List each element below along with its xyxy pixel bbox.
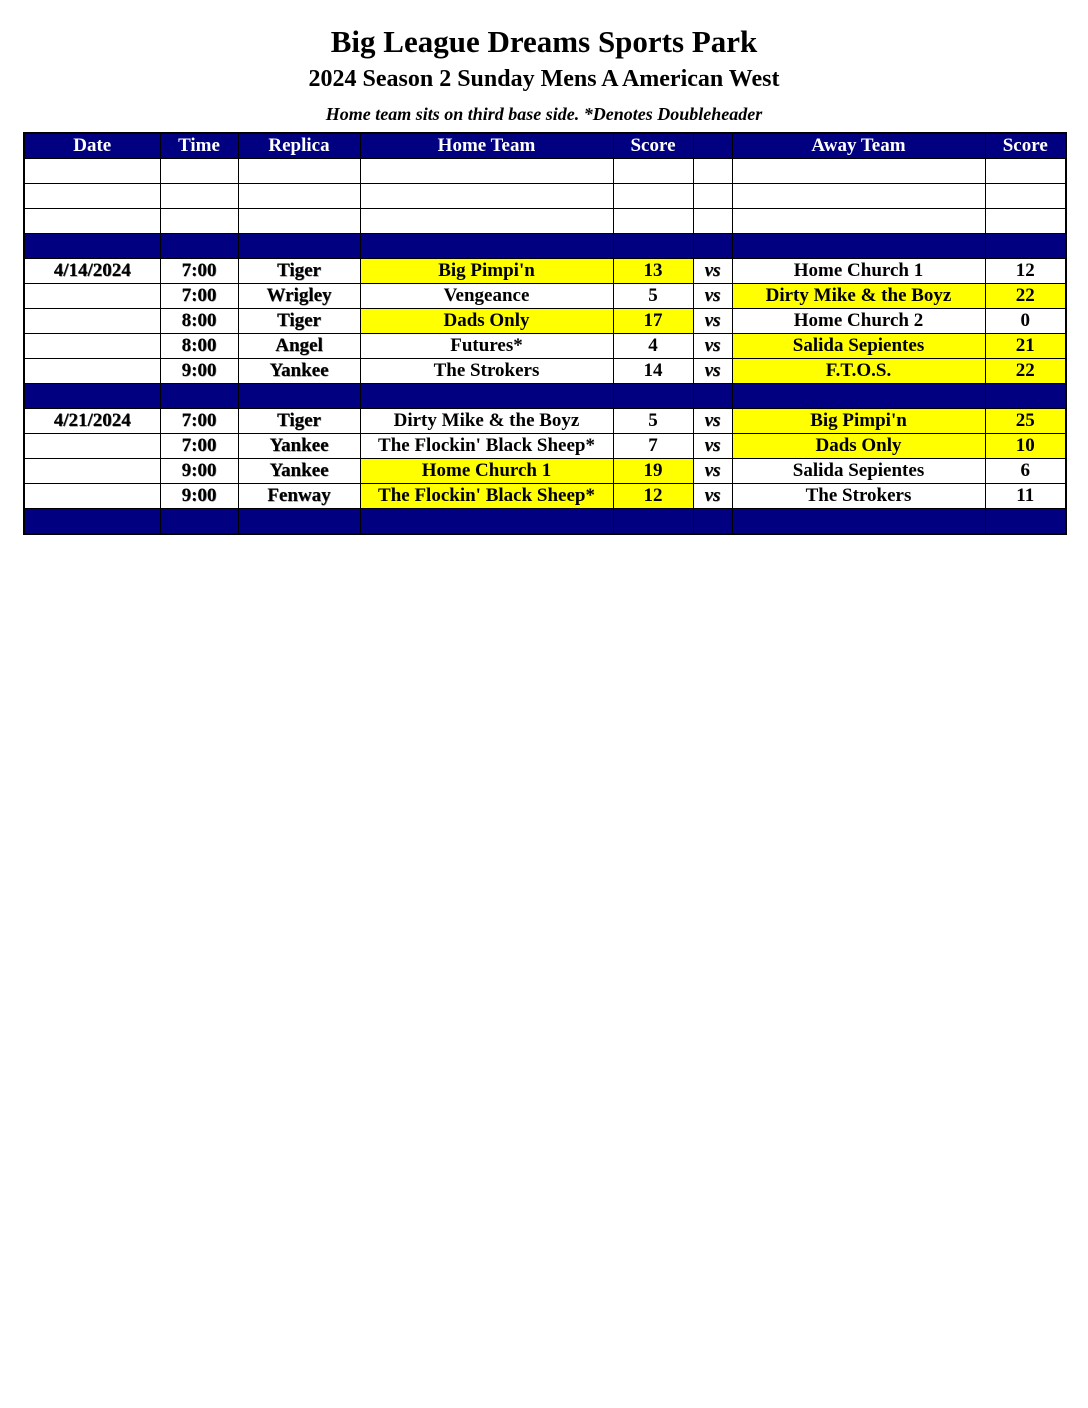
blank-cell — [24, 209, 160, 234]
time-cell: 9:00 — [160, 459, 238, 484]
away-team-cell: Salida Sepientes — [732, 334, 985, 359]
time-cell: 8:00 — [160, 334, 238, 359]
date-cell — [24, 484, 160, 509]
date-cell: 4/21/2024 — [24, 409, 160, 434]
away-team-cell: The Strokers — [732, 484, 985, 509]
date-cell — [24, 459, 160, 484]
page-title: Big League Dreams Sports Park — [330, 24, 758, 59]
blank-cell — [238, 159, 360, 184]
date-separator-row — [24, 234, 1066, 259]
blank-cell — [693, 184, 732, 209]
blank-cell — [238, 209, 360, 234]
separator-cell — [238, 384, 360, 409]
separator-cell — [613, 234, 693, 259]
column-header-replica: Replica — [238, 133, 360, 159]
blank-cell — [693, 209, 732, 234]
separator-cell — [985, 509, 1066, 535]
blank-cell — [693, 159, 732, 184]
blank-cell — [160, 159, 238, 184]
home-team-cell: Home Church 1 — [360, 459, 613, 484]
vs-label: vs — [693, 434, 732, 459]
home-team-cell: Vengeance — [360, 284, 613, 309]
separator-cell — [693, 234, 732, 259]
home-score-cell: 4 — [613, 334, 693, 359]
vs-label: vs — [693, 359, 732, 384]
separator-cell — [732, 509, 985, 535]
game-row — [24, 334, 1066, 359]
vs-label: vs — [693, 334, 732, 359]
separator-cell — [613, 509, 693, 535]
away-score-cell: 22 — [985, 359, 1066, 384]
replica-cell: Fenway — [238, 484, 360, 509]
vs-label: vs — [693, 484, 732, 509]
game-row — [24, 259, 1066, 284]
separator-cell — [360, 509, 613, 535]
separator-cell — [693, 384, 732, 409]
separator-cell — [160, 384, 238, 409]
separator-cell — [693, 509, 732, 535]
game-row — [24, 359, 1066, 384]
schedule-note: Home team sits on third base side. *Denotes Doubleheader — [325, 104, 763, 124]
blank-cell — [613, 184, 693, 209]
replica-cell: Tiger — [238, 309, 360, 334]
home-score-cell: 12 — [613, 484, 693, 509]
home-team-cell: The Strokers — [360, 359, 613, 384]
home-team-cell: Big Pimpi'n — [360, 259, 613, 284]
away-team-cell: Home Church 2 — [732, 309, 985, 334]
vs-label: vs — [693, 309, 732, 334]
away-team-cell: Home Church 1 — [732, 259, 985, 284]
separator-cell — [360, 384, 613, 409]
vs-label: vs — [693, 409, 732, 434]
blank-row — [24, 184, 1066, 209]
away-team-cell: F.T.O.S. — [732, 359, 985, 384]
separator-cell — [985, 234, 1066, 259]
away-score-cell: 11 — [985, 484, 1066, 509]
away-score-cell: 21 — [985, 334, 1066, 359]
separator-cell — [985, 384, 1066, 409]
home-score-cell: 19 — [613, 459, 693, 484]
game-row — [24, 484, 1066, 509]
home-score-cell: 13 — [613, 259, 693, 284]
away-score-cell: 6 — [985, 459, 1066, 484]
date-cell: 4/14/2024 — [24, 259, 160, 284]
home-team-cell: Dads Only — [360, 309, 613, 334]
replica-cell: Angel — [238, 334, 360, 359]
home-score-cell: 7 — [613, 434, 693, 459]
away-team-cell: Dads Only — [732, 434, 985, 459]
away-score-cell: 22 — [985, 284, 1066, 309]
away-score-cell: 10 — [985, 434, 1066, 459]
separator-cell — [238, 234, 360, 259]
column-header-away-score: Score — [985, 133, 1066, 159]
date-cell — [24, 434, 160, 459]
date-cell — [24, 284, 160, 309]
separator-cell — [732, 234, 985, 259]
game-row — [24, 434, 1066, 459]
vs-label: vs — [693, 259, 732, 284]
column-header-away-team: Away Team — [732, 133, 985, 159]
column-header-vs — [693, 133, 732, 159]
blank-cell — [613, 209, 693, 234]
blank-cell — [360, 209, 613, 234]
column-header-home-team: Home Team — [360, 133, 613, 159]
game-row — [24, 409, 1066, 434]
time-cell: 7:00 — [160, 434, 238, 459]
replica-cell: Tiger — [238, 409, 360, 434]
home-team-cell: The Flockin' Black Sheep* — [360, 434, 613, 459]
blank-cell — [360, 159, 613, 184]
schedule-body — [24, 159, 1066, 535]
replica-cell: Yankee — [238, 459, 360, 484]
column-header-date: Date — [24, 133, 160, 159]
time-cell: 7:00 — [160, 409, 238, 434]
blank-cell — [160, 184, 238, 209]
blank-row — [24, 209, 1066, 234]
blank-cell — [732, 209, 985, 234]
date-cell — [24, 334, 160, 359]
home-team-cell: Dirty Mike & the Boyz — [360, 409, 613, 434]
away-score-cell: 0 — [985, 309, 1066, 334]
separator-cell — [160, 234, 238, 259]
replica-cell: Tiger — [238, 259, 360, 284]
separator-cell — [613, 384, 693, 409]
time-cell: 9:00 — [160, 484, 238, 509]
game-row — [24, 309, 1066, 334]
home-score-cell: 14 — [613, 359, 693, 384]
blank-cell — [613, 159, 693, 184]
table-header-row — [24, 133, 1066, 159]
replica-cell: Yankee — [238, 359, 360, 384]
away-team-cell: Dirty Mike & the Boyz — [732, 284, 985, 309]
away-team-cell: Big Pimpi'n — [732, 409, 985, 434]
vs-label: vs — [693, 284, 732, 309]
home-score-cell: 5 — [613, 409, 693, 434]
home-team-cell: The Flockin' Black Sheep* — [360, 484, 613, 509]
schedule-table — [23, 132, 1067, 535]
blank-cell — [238, 184, 360, 209]
away-score-cell: 12 — [985, 259, 1066, 284]
blank-cell — [160, 209, 238, 234]
blank-cell — [732, 159, 985, 184]
separator-cell — [360, 234, 613, 259]
blank-cell — [360, 184, 613, 209]
home-score-cell: 17 — [613, 309, 693, 334]
game-row — [24, 284, 1066, 309]
page-subtitle: 2024 Season 2 Sunday Mens A American West — [308, 66, 780, 92]
separator-cell — [732, 384, 985, 409]
time-cell: 8:00 — [160, 309, 238, 334]
away-team-cell: Salida Sepientes — [732, 459, 985, 484]
blank-cell — [24, 159, 160, 184]
blank-cell — [985, 159, 1066, 184]
blank-cell — [985, 184, 1066, 209]
separator-cell — [24, 509, 160, 535]
date-separator-row — [24, 384, 1066, 409]
separator-cell — [24, 384, 160, 409]
blank-row — [24, 159, 1066, 184]
time-cell: 7:00 — [160, 284, 238, 309]
home-team-cell: Futures* — [360, 334, 613, 359]
blank-cell — [24, 184, 160, 209]
blank-cell — [985, 209, 1066, 234]
blank-cell — [732, 184, 985, 209]
separator-cell — [24, 234, 160, 259]
game-row — [24, 459, 1066, 484]
home-score-cell: 5 — [613, 284, 693, 309]
vs-label: vs — [693, 459, 732, 484]
date-cell — [24, 309, 160, 334]
column-header-time: Time — [160, 133, 238, 159]
date-cell — [24, 359, 160, 384]
separator-cell — [160, 509, 238, 535]
separator-cell — [238, 509, 360, 535]
time-cell: 7:00 — [160, 259, 238, 284]
replica-cell: Wrigley — [238, 284, 360, 309]
away-score-cell: 25 — [985, 409, 1066, 434]
date-separator-row — [24, 509, 1066, 535]
time-cell: 9:00 — [160, 359, 238, 384]
replica-cell: Yankee — [238, 434, 360, 459]
column-header-home-score: Score — [613, 133, 693, 159]
